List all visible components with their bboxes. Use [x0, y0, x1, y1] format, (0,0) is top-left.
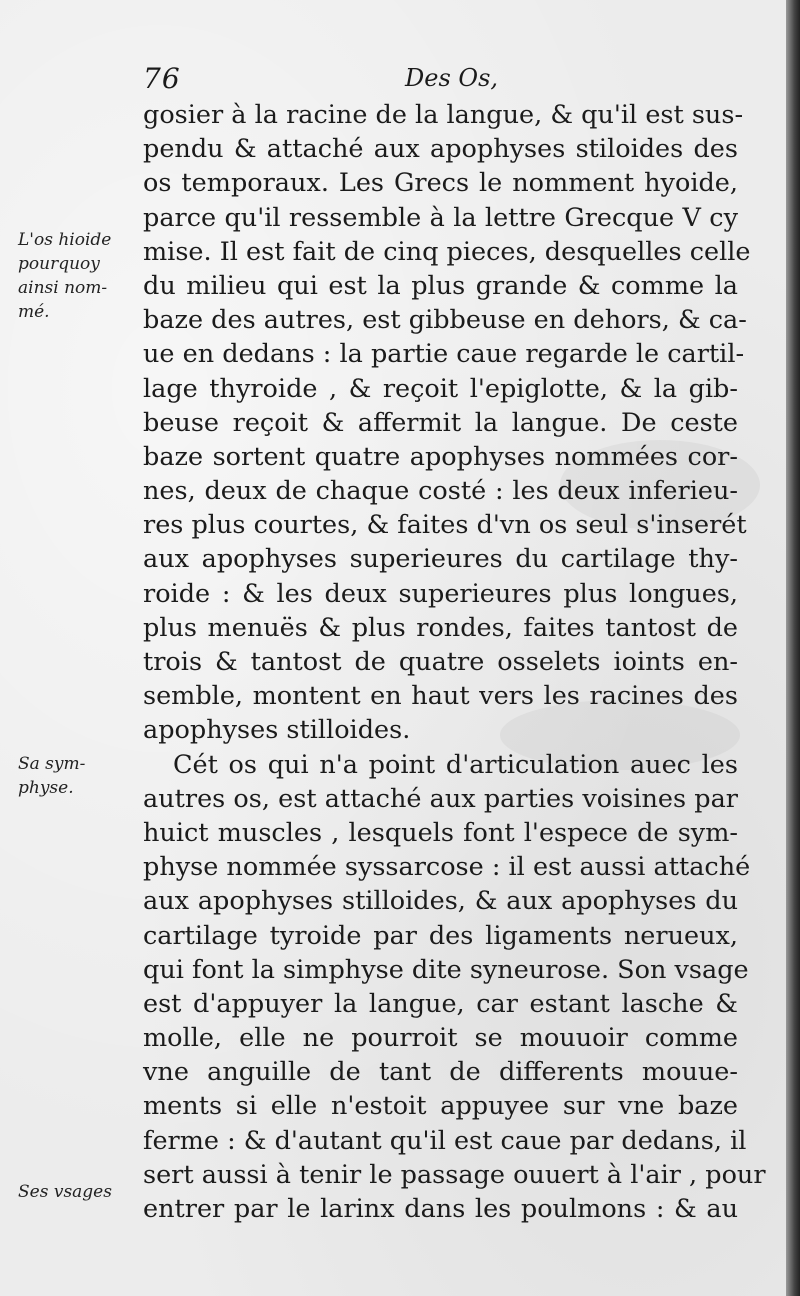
margin-note-vsages [18, 1180, 140, 1204]
page-header [143, 62, 523, 96]
text-line: baze sortent quatre apophyses nommées cor- [143, 441, 738, 472]
text-line: apophyses stilloides. [143, 715, 411, 746]
margin-note-line: physe. [18, 778, 74, 798]
margin-note-hioide [18, 228, 140, 324]
text-line: aux apophyses superieures du cartilage thy- [143, 544, 738, 575]
text-line: ue en dedans : la partie caue regarde le cartil- [143, 339, 745, 370]
text-line: pendu & attaché aux apophyses stiloides des [143, 134, 738, 165]
running-head: Des Os, [405, 64, 499, 92]
text-line: huict muscles , lesquels font l'espece de sym- [143, 817, 738, 848]
text-line: gosier à la racine de la langue, & qu'il est sus- [143, 100, 744, 130]
margin-note-line: mé. [18, 302, 50, 322]
text-line: cartilage tyroide par des ligaments nerueux, [143, 920, 738, 951]
text-line: baze des autres, est gibbeuse en dehors, & ca- [143, 305, 747, 336]
text-line: du milieu qui est la plus grande & comme la [143, 270, 738, 301]
text-line: semble, montent en haut vers les racines des [143, 681, 738, 712]
text-line: ferme : & d'autant qu'il est caue par dedans, il [143, 1125, 747, 1156]
text-line: est d'appuyer la langue, car estant lasche & [143, 988, 738, 1019]
margin-note-line: pourquoy [18, 254, 100, 274]
text-line: trois & tantost de quatre osselets ioints en- [143, 647, 738, 677]
page-edge-shadow [786, 0, 800, 1296]
text-line: parce qu'il ressemble à la lettre Grecque V cy [143, 202, 738, 233]
text-line: Cét os qui n'a point d'articulation auec les [173, 749, 738, 780]
text-line: entrer par le larinx dans les poulmons : & au [143, 1194, 738, 1224]
text-line: nes, deux de chaque costé : les deux inferieu- [143, 476, 738, 507]
text-line: lage thyroide , & reçoit l'epiglotte, & la gib- [143, 373, 738, 404]
margin-note-line: ainsi nom- [18, 278, 108, 298]
body-text [143, 98, 766, 1226]
text-line: autres os, est attaché aux parties voisines par [143, 783, 738, 814]
text-line: res plus courtes, & faites d'vn os seul s'inserét [143, 510, 747, 541]
margin-note-line: Sa sym- [18, 754, 86, 774]
margin-note-line: L'os hioide [18, 230, 112, 250]
text-line: molle, elle ne pourroit se mouuoir comme [143, 1023, 738, 1054]
margin-note-symphyse [18, 752, 140, 800]
text-line: aux apophyses stilloides, & aux apophyses du [143, 886, 738, 917]
text-line: sert aussi à tenir le passage ouuert à l'air , pour [143, 1159, 766, 1190]
page-number: 76 [143, 62, 181, 95]
text-line: plus menuës & plus rondes, faites tantost de [143, 612, 738, 643]
text-line: roide : & les deux superieures plus longues, [143, 578, 738, 609]
text-line: qui font la simphyse dite syneurose. Son vsage [143, 954, 749, 985]
text-line: physe nommée syssarcose : il est aussi attaché [143, 852, 751, 883]
text-line: vne anguille de tant de differents mouue- [143, 1057, 738, 1088]
text-line: beuse reçoit & affermit la langue. De ceste [143, 407, 738, 438]
text-line: mise. Il est fait de cinq pieces, desquelles celle [143, 236, 751, 267]
text-line: ments si elle n'estoit appuyee sur vne baze [143, 1091, 738, 1122]
text-line: os temporaux. Les Grecs le nomment hyoide, [143, 168, 738, 199]
margin-note-line: Ses vsages [18, 1182, 112, 1202]
